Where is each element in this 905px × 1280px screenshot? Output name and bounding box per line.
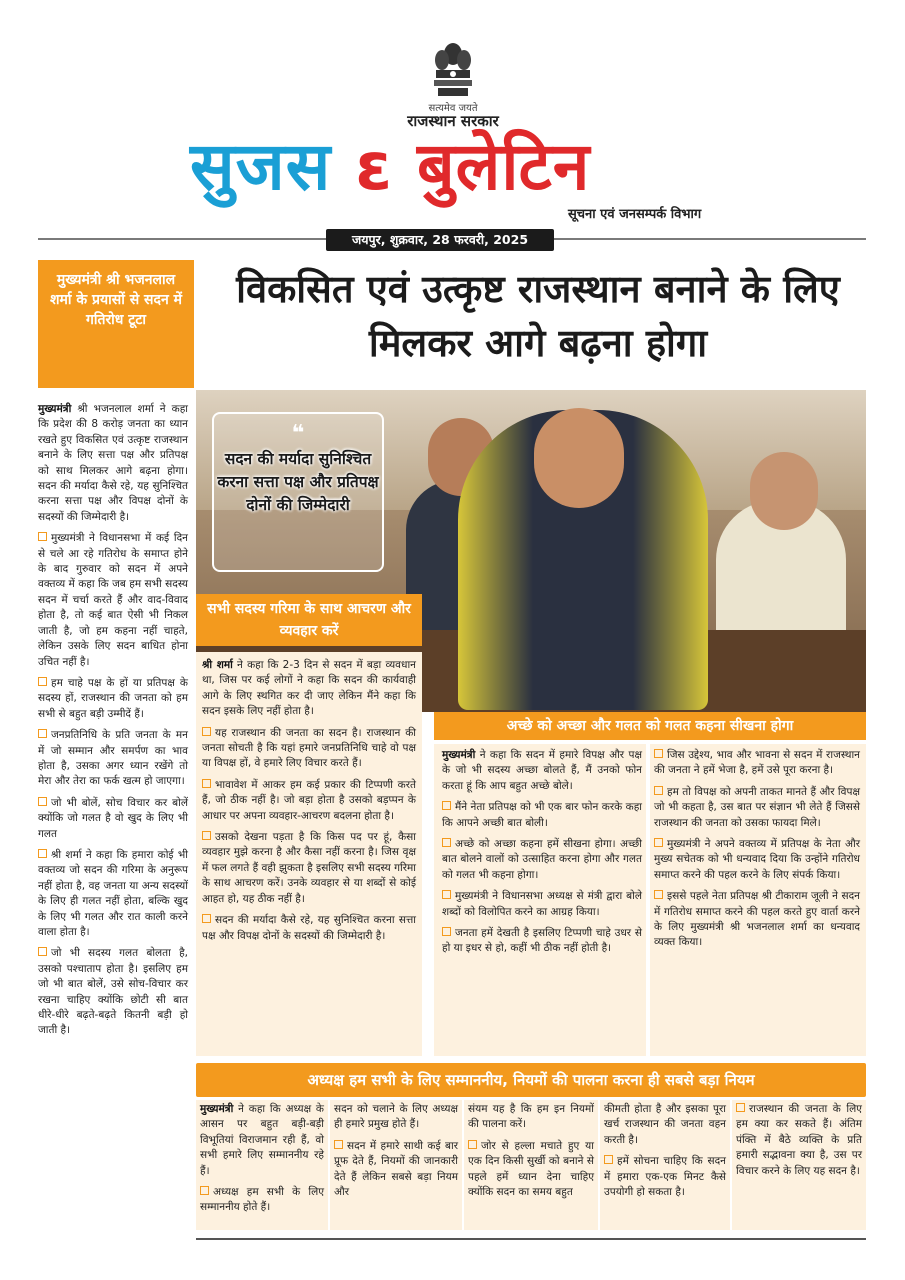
bottom-column-3 bbox=[464, 1100, 598, 1230]
paragraph: सदन की मर्यादा कैसे रहे, यह सुनिश्चित करना सत्ता पक्ष और विपक्ष दोनों के सदस्यों की जिम्मेदारी है। bbox=[202, 914, 416, 942]
paragraph: जो भी सदस्य गलत बोलता है, उसको पश्चाताप होता है। इसलिए हम जो भी बात बोलें, उसे सोच-विचार कर रखना चाहिए क्योंकि छोटी सी बात धीरे-धीरे बढ़ते-बढ़ते कितनी बड़ी हो जाती है। bbox=[38, 947, 188, 1037]
paragraph: मैंने नेता प्रतिपक्ष को भी एक बार फोन करके कहा कि आपने अच्छी बात बोली। bbox=[442, 801, 642, 829]
paragraph: हम चाहे पक्ष के हों या प्रतिपक्ष के सदस्य हों, राजस्थान की जनता को हम सभी से बहुत बड़ी उम्मीदें हैं। bbox=[38, 676, 188, 720]
bottom-column-5 bbox=[732, 1100, 866, 1230]
bullet-icon bbox=[202, 727, 211, 736]
title-part2: बुलेटिन bbox=[416, 128, 591, 205]
paragraph: मुख्यमंत्री ने विधानसभा अध्यक्ष से मंत्री द्वारा बोले शब्दों को विलोपित करने का आग्रह किया। bbox=[442, 890, 642, 918]
bullet-icon bbox=[442, 890, 451, 899]
paragraph: भावावेश में आकर हम कई प्रकार की टिप्पणी करते हैं, जो ठीक नहीं है। जो बड़ा होता है उसको बड़प्पन के आधार पर अपना व्यवहार-आचरण बदलना होता है। bbox=[202, 778, 416, 822]
bullet-icon bbox=[38, 947, 47, 956]
department-name: सूचना एवं जनसम्पर्क विभाग bbox=[568, 207, 702, 222]
paragraph: कीमती होता है और इसका पूरा खर्च राजस्थान की जनता वहन करती है। bbox=[604, 1103, 726, 1146]
paragraph: सदन को चलाने के लिए अध्यक्ष ही हमारे प्रमुख होते हैं। bbox=[334, 1103, 458, 1131]
lead-text: ने कहा कि 2-3 दिन से सदन में बड़ा व्यवधान था, जिस पर कई लोगों ने कहा कि सदन की कार्यवाही आगे के लिए स्थगित कर दी जाए लेकिन मैंने कहा कि सदन इसके लिए नहीं होता है। bbox=[202, 659, 416, 718]
government-name: राजस्थान सरकार bbox=[407, 112, 499, 130]
lead-bold: मुख्यमंत्री bbox=[200, 1103, 234, 1115]
lead-bold: श्री शर्मा bbox=[202, 659, 233, 671]
middle-column bbox=[196, 652, 422, 1056]
paragraph: मुख्यमंत्री ने अपने वक्तव्य में प्रतिपक्ष के नेता और मुख्य सचेतक को भी धन्यवाद दिया कि उन्होंने गतिरोध समाप्त करने की पहल करने के लिए संपर्क किया। bbox=[654, 838, 860, 881]
paragraph: हम तो विपक्ष को अपनी ताकत मानते हैं और विपक्ष जो भी कहता है, उस बात पर संज्ञान भी लेते हैं जिससे राजस्थान की जनता को उसका फायदा मिले। bbox=[654, 785, 860, 829]
pull-quote bbox=[212, 412, 384, 572]
bullet-icon bbox=[202, 831, 211, 840]
paragraph: संयम यह है कि हम इन नियमों की पालना करें। bbox=[468, 1103, 594, 1131]
paragraph: राजस्थान की जनता के लिए हम क्या कर सकते हैं। अंतिम पंक्ति में बैठे व्यक्ति के प्रति हमारी सद्भावना क्या है, उस पर विचार करने के लिए यह सदन है। bbox=[736, 1103, 862, 1177]
bullet-icon bbox=[442, 927, 451, 936]
bullet-icon bbox=[736, 1103, 745, 1112]
bullet-icon bbox=[202, 779, 211, 788]
side-headline: मुख्यमंत्री श्री भजनलाल शर्मा के प्रयासों से सदन में गतिरोध टूटा bbox=[38, 260, 194, 388]
bullet-icon bbox=[334, 1140, 343, 1149]
subheading-conduct: सभी सदस्य गरिमा के साथ आचरण और व्यवहार करें bbox=[196, 594, 422, 646]
paragraph: जनता हमें देखती है इसलिए टिप्पणी चाहे उधर से हो या इधर से हो, कहीं भी ठीक नहीं होती है। bbox=[442, 927, 642, 955]
paragraph: श्री शर्मा ने कहा कि हमारा कोई भी वक्तव्य जो सदन की गरिमा के अनुरूप नहीं होता है, वह जनता या अन्य सदस्यों के लिए ही गलत नहीं होता, बल्कि खुद के लिए भी गलत और रात काली करने वाला होता है। bbox=[38, 848, 188, 938]
paragraph: जोर से हल्ला मचाते हुए या एक दिन किसी सुर्खी को बनाने से पहले हमें ध्यान देना चाहिए क्योंकि सदन का समय बहुत bbox=[468, 1139, 594, 1199]
paragraph: मुख्यमंत्री ने विधानसभा में कई दिन से चले आ रहे गतिरोध के समाप्त होने के बाद गुरुवार को सदन में अपने वक्तव्य में कहा कि जब हम सभी सदस्य सदन में चर्चा करते हैं और वाद-विवाद होता है, तो कई बात ऐसी भी निकल जाती है, जो हम कहना नहीं चाहते, लेकिन उसके लिए सदन बाधित होना उचित नहीं है। bbox=[38, 532, 188, 668]
pull-quote-text: सदन की मर्यादा सुनिश्चित करना सत्ता पक्ष और प्रतिपक्ष दोनों की जिम्मेदारी bbox=[217, 450, 379, 514]
left-column bbox=[38, 400, 188, 1226]
bottom-column-4 bbox=[600, 1100, 730, 1230]
bullet-icon bbox=[654, 749, 663, 758]
motto: सत्यमेव जयते bbox=[428, 103, 478, 114]
lead-text: ने कहा कि अध्यक्ष के आसन पर बहुत बड़ी-बड़ी विभूतियां विराजमान रही हैं, वो सभी हमारे लिए सम्माननीय रहे हैं। bbox=[200, 1103, 324, 1177]
right-column-1 bbox=[434, 744, 646, 1056]
paragraph: इससे पहले नेता प्रतिपक्ष श्री टीकाराम जूली ने सदन में गतिरोध समाप्त करने की पहल करते हुए वार्ता करने के लिए मुख्यमंत्री श्री भजनलाल शर्मा का धन्यवाद व्यक्त किया। bbox=[654, 890, 860, 949]
bullet-icon bbox=[654, 838, 663, 847]
bullet-icon bbox=[604, 1155, 613, 1164]
paragraph: यह राजस्थान की जनता का सदन है। राजस्थान की जनता सोचती है कि यहां हमारे जनप्रतिनिधि चाहे वो पक्ष या विपक्ष हों, वे हमारे लिए विचार करते हैं। bbox=[202, 726, 416, 770]
bottom-rule bbox=[196, 1238, 866, 1240]
bullet-icon bbox=[38, 797, 47, 806]
bullet-icon bbox=[38, 729, 47, 738]
paragraph: अच्छे को अच्छा कहना हमें सीखना होगा। अच्छी बात बोलने वालों को उत्साहित करना होगा और गलत को गलत भी कहना होगा। bbox=[442, 838, 642, 881]
main-headline: विकसित एवं उत्कृष्ट राजस्थान बनाने के लिए मिलकर आगे बढ़ना होगा bbox=[236, 267, 840, 365]
bullet-icon bbox=[38, 677, 47, 686]
lead-bold: मुख्यमंत्री bbox=[38, 403, 72, 415]
bullet-icon bbox=[654, 890, 663, 899]
subheading-speaker: अध्यक्ष हम सभी के लिए सम्माननीय, नियमों की पालना करना ही सबसे बड़ा नियम bbox=[196, 1063, 866, 1097]
paragraph: हमें सोचना चाहिए कि सदन में हमारा एक-एक मिनट कैसे उपयोगी हो सकता है। bbox=[604, 1155, 726, 1199]
lead-text: ने कहा कि सदन में हमारे विपक्ष और पक्ष के जो भी सदस्य अच्छा बोलते हैं, मैं उनको फोन करता हूं कि आप बहुत अच्छे बोले। bbox=[442, 749, 642, 792]
bullet-icon bbox=[442, 838, 451, 847]
paragraph: सदन में हमारे साथी कई बार प्रूफ देते हैं, नियमों की जानकारी देते हैं लेकिन सबसे बड़ा नियम और bbox=[334, 1139, 458, 1199]
subheading-good-bad: अच्छे को अच्छा और गलत को गलत कहना सीखना होगा bbox=[434, 712, 866, 740]
paragraph: जो भी बोलें, सोच विचार कर बोलें क्योंकि जो गलत है वो खुद के लिए भी गलत bbox=[38, 796, 188, 840]
title-logo: ε bbox=[355, 128, 393, 205]
paragraph: उसको देखना पड़ता है कि किस पद पर हूं, कैसा व्यवहार मुझे करना है और कैसा नहीं करना है। जिस वृक्ष में फल लगते हैं वही झुकता है इसलिए सभी सदस्य गरिमा के साथ आचरण करें। उनके व्यवहार से या शब्दों से कोई आहत हो, यह ठीक नहीं है। bbox=[202, 831, 416, 905]
bullet-icon bbox=[200, 1186, 209, 1195]
right-column-2 bbox=[650, 744, 866, 1056]
bullet-icon bbox=[38, 532, 47, 541]
paragraph: जनप्रतिनिधि के प्रति जनता के मन में जो सम्मान और समर्पण का भाव होता है, उसका अगर ध्यान रखेंगे तो मेरा और तेरा का फर्क खत्म हो जाएगा। bbox=[38, 729, 188, 788]
paragraph: अध्यक्ष हम सभी के लिए सम्माननीय होते हैं। bbox=[200, 1186, 324, 1214]
title-part1: सुजस bbox=[190, 128, 332, 205]
bullet-icon bbox=[38, 849, 47, 858]
bottom-column-1 bbox=[196, 1100, 328, 1230]
bottom-column-2 bbox=[330, 1100, 462, 1230]
ashoka-emblem-icon bbox=[430, 40, 476, 98]
bullet-icon bbox=[468, 1140, 477, 1149]
paragraph: जिस उद्देश्य, भाव और भावना से सदन में राजस्थान की जनता ने हमें भेजा है, हमें उसे पूरा करना है। bbox=[654, 749, 860, 777]
lead-bold: मुख्यमंत्री bbox=[442, 749, 476, 761]
lead-text: श्री भजनलाल शर्मा ने कहा कि प्रदेश की 8 करोड़ जनता का ध्यान रखते हुए विकसित एवं उत्कृष्ट राजस्थान बनाने के लिए सत्ता पक्ष और प्रतिपक्ष को साथ मिलकर आगे बढ़ना होगा। सदन की मर्यादा कैसे रहे, यह सुनिश्चित करना सत्ता पक्ष और विपक्ष दोनों के सदस्यों की जिम्मेदारी है। bbox=[38, 403, 188, 523]
dateline: जयपुर, शुक्रवार, 28 फरवरी, 2025 bbox=[326, 229, 554, 251]
bulletin-title bbox=[190, 124, 720, 210]
bullet-icon bbox=[442, 801, 451, 810]
bullet-icon bbox=[654, 786, 663, 795]
quote-icon: ❝ bbox=[291, 421, 305, 446]
bullet-icon bbox=[202, 914, 211, 923]
